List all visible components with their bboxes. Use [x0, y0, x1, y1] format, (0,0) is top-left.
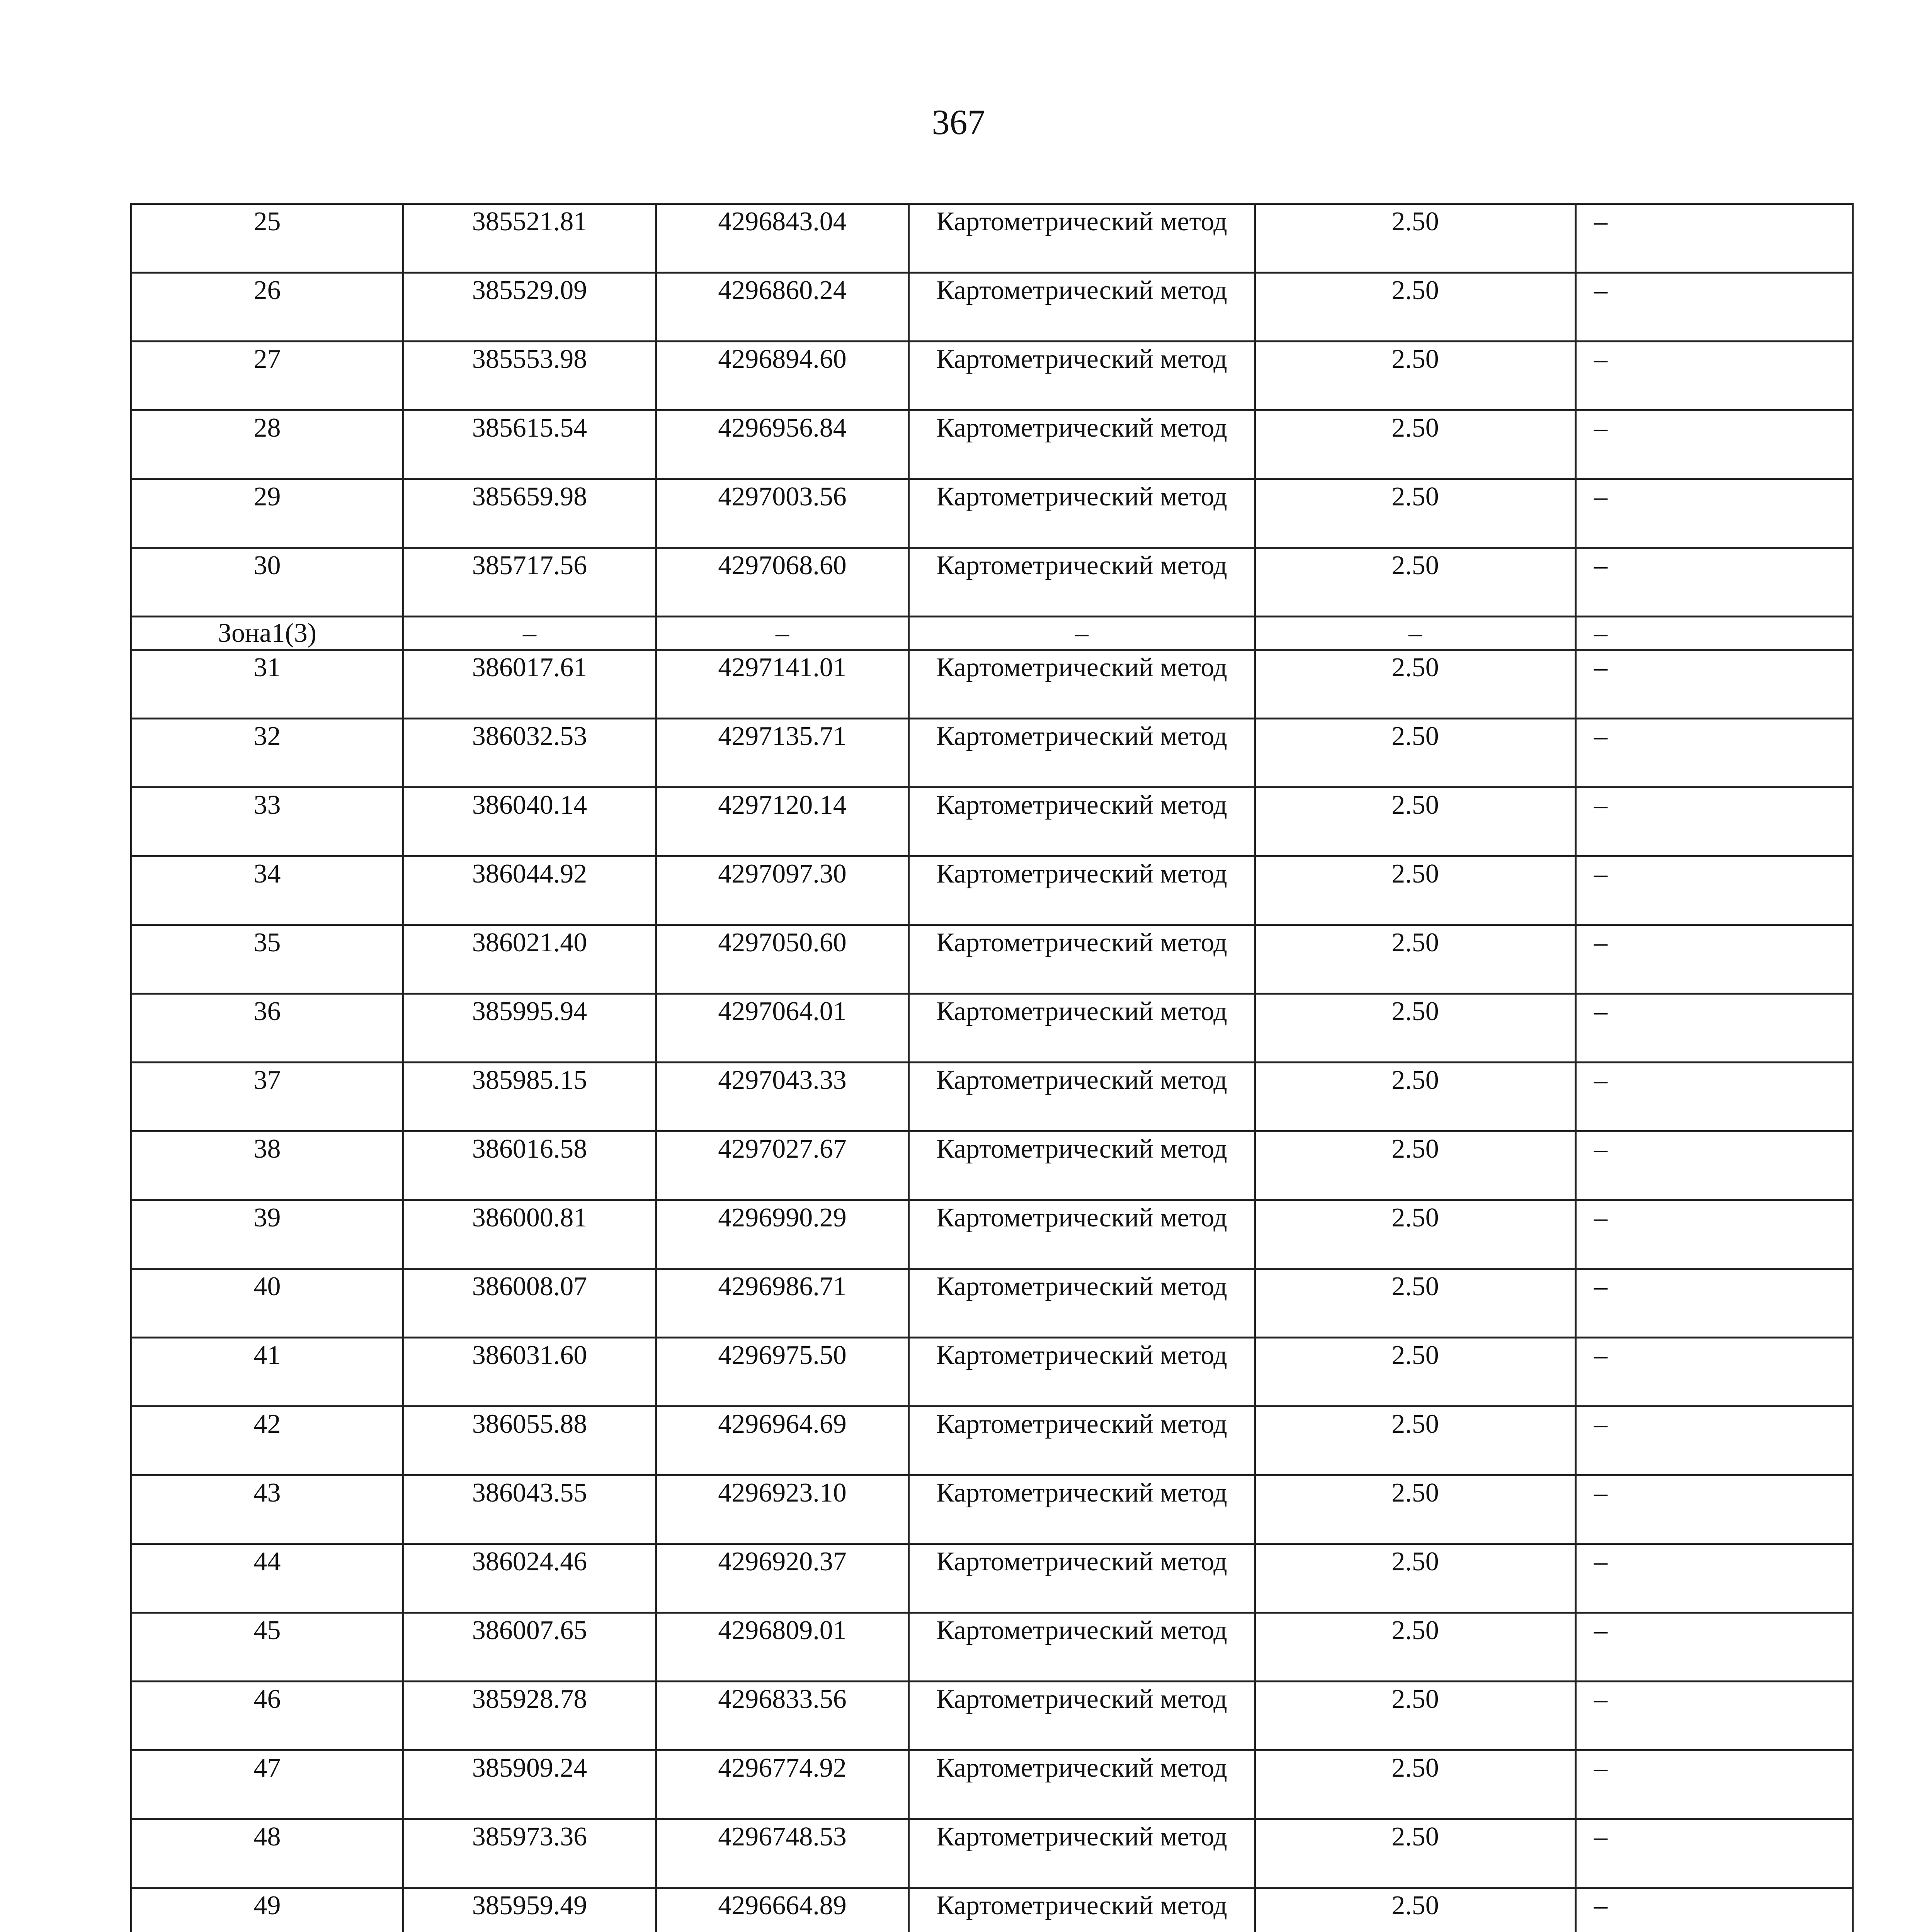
y-coordinate-cell: 4296964.69 — [656, 1406, 909, 1475]
table-row — [131, 1131, 1853, 1200]
method-cell: Картометрический метод — [909, 342, 1255, 410]
accuracy-cell: 2.50 — [1255, 479, 1576, 548]
method-cell: Картометрический метод — [909, 787, 1255, 856]
point-number-cell: 29 — [131, 479, 403, 548]
y-coordinate-cell: 4297043.33 — [656, 1063, 909, 1131]
table-row — [131, 650, 1853, 719]
point-number-cell: 25 — [131, 204, 403, 273]
x-coordinate-cell: 386016.58 — [403, 1131, 656, 1200]
y-coordinate-cell: 4297141.01 — [656, 650, 909, 719]
point-number-cell: 39 — [131, 1200, 403, 1269]
method-cell: Картометрический метод — [909, 1819, 1255, 1888]
table-row — [131, 548, 1853, 617]
point-number-cell: 48 — [131, 1819, 403, 1888]
point-number-cell: 38 — [131, 1131, 403, 1200]
point-number-cell: 41 — [131, 1338, 403, 1406]
table-row — [131, 925, 1853, 994]
note-cell: – — [1576, 787, 1853, 856]
accuracy-cell: 2.50 — [1255, 650, 1576, 719]
point-number-cell: 27 — [131, 342, 403, 410]
x-coordinate-cell: 386017.61 — [403, 650, 656, 719]
y-coordinate-cell: 4296975.50 — [656, 1338, 909, 1406]
table-row — [131, 479, 1853, 548]
table-row — [131, 1750, 1853, 1819]
note-cell: – — [1576, 1750, 1853, 1819]
x-coordinate-cell: 385659.98 — [403, 479, 656, 548]
note-cell: – — [1576, 994, 1853, 1063]
accuracy-cell: 2.50 — [1255, 787, 1576, 856]
accuracy-cell: 2.50 — [1255, 856, 1576, 925]
y-coordinate-cell: 4296894.60 — [656, 342, 909, 410]
y-coordinate-cell: 4296860.24 — [656, 273, 909, 342]
x-coordinate-cell: 385959.49 — [403, 1888, 656, 1932]
accuracy-cell: 2.50 — [1255, 1613, 1576, 1682]
note-cell: – — [1576, 1475, 1853, 1544]
y-coordinate-cell: 4296664.89 — [656, 1888, 909, 1932]
method-cell: Картометрический метод — [909, 548, 1255, 617]
point-number-cell: 45 — [131, 1613, 403, 1682]
note-cell: – — [1576, 925, 1853, 994]
note-cell: – — [1576, 1682, 1853, 1750]
x-coordinate-cell: 386043.55 — [403, 1475, 656, 1544]
point-number-cell: 46 — [131, 1682, 403, 1750]
note-cell: – — [1576, 856, 1853, 925]
note-cell: – — [1576, 1819, 1853, 1888]
x-coordinate-cell: 385995.94 — [403, 994, 656, 1063]
y-coordinate-cell: 4296833.56 — [656, 1682, 909, 1750]
method-cell: Картометрический метод — [909, 994, 1255, 1063]
table-row — [131, 787, 1853, 856]
x-coordinate-cell: 386040.14 — [403, 787, 656, 856]
note-cell: – — [1576, 1200, 1853, 1269]
point-number-cell: 36 — [131, 994, 403, 1063]
table-row — [131, 1406, 1853, 1475]
y-coordinate-cell: 4296774.92 — [656, 1750, 909, 1819]
accuracy-cell: 2.50 — [1255, 273, 1576, 342]
note-cell: – — [1576, 479, 1853, 548]
point-number-cell: 31 — [131, 650, 403, 719]
table-row — [131, 1475, 1853, 1544]
point-number-cell: 40 — [131, 1269, 403, 1338]
point-number-cell: 44 — [131, 1544, 403, 1613]
x-coordinate-cell: 386008.07 — [403, 1269, 656, 1338]
y-coordinate-cell: 4296748.53 — [656, 1819, 909, 1888]
note-cell: – — [1576, 1338, 1853, 1406]
y-coordinate-cell: 4296986.71 — [656, 1269, 909, 1338]
accuracy-cell: 2.50 — [1255, 1269, 1576, 1338]
y-coordinate-cell: 4297135.71 — [656, 719, 909, 787]
point-number-cell: 32 — [131, 719, 403, 787]
table-row — [131, 856, 1853, 925]
x-coordinate-cell: 386031.60 — [403, 1338, 656, 1406]
accuracy-cell: 2.50 — [1255, 410, 1576, 479]
table-row — [131, 1269, 1853, 1338]
coordinates-table-body — [131, 204, 1853, 1932]
accuracy-cell: – — [1255, 617, 1576, 650]
point-number-cell: 35 — [131, 925, 403, 994]
note-cell: – — [1576, 410, 1853, 479]
y-coordinate-cell: 4297120.14 — [656, 787, 909, 856]
table-row — [131, 1888, 1853, 1932]
x-coordinate-cell: 386044.92 — [403, 856, 656, 925]
x-coordinate-cell: 386000.81 — [403, 1200, 656, 1269]
table-row — [131, 410, 1853, 479]
accuracy-cell: 2.50 — [1255, 925, 1576, 994]
y-coordinate-cell: 4297097.30 — [656, 856, 909, 925]
accuracy-cell: 2.50 — [1255, 1819, 1576, 1888]
point-number-cell: 43 — [131, 1475, 403, 1544]
accuracy-cell: 2.50 — [1255, 1544, 1576, 1613]
y-coordinate-cell: 4296809.01 — [656, 1613, 909, 1682]
point-number-cell: 33 — [131, 787, 403, 856]
table-row — [131, 1682, 1853, 1750]
accuracy-cell: 2.50 — [1255, 342, 1576, 410]
x-coordinate-cell: 385928.78 — [403, 1682, 656, 1750]
table-row — [131, 1819, 1853, 1888]
point-number-cell: 49 — [131, 1888, 403, 1932]
method-cell: Картометрический метод — [909, 1131, 1255, 1200]
table-row — [131, 1063, 1853, 1131]
method-cell: Картометрический метод — [909, 1613, 1255, 1682]
method-cell: Картометрический метод — [909, 650, 1255, 719]
y-coordinate-cell: 4296920.37 — [656, 1544, 909, 1613]
note-cell: – — [1576, 1063, 1853, 1131]
point-number-cell: 30 — [131, 548, 403, 617]
method-cell: Картометрический метод — [909, 1544, 1255, 1613]
note-cell: – — [1576, 1406, 1853, 1475]
x-coordinate-cell: 386007.65 — [403, 1613, 656, 1682]
table-row — [131, 994, 1853, 1063]
y-coordinate-cell: 4296923.10 — [656, 1475, 909, 1544]
y-coordinate-cell: 4296990.29 — [656, 1200, 909, 1269]
accuracy-cell: 2.50 — [1255, 1475, 1576, 1544]
point-number-cell: 28 — [131, 410, 403, 479]
note-cell: – — [1576, 1544, 1853, 1613]
method-cell: Картометрический метод — [909, 204, 1255, 273]
accuracy-cell: 2.50 — [1255, 1131, 1576, 1200]
y-coordinate-cell: 4296956.84 — [656, 410, 909, 479]
table-row — [131, 1613, 1853, 1682]
method-cell: Картометрический метод — [909, 273, 1255, 342]
x-coordinate-cell: 386032.53 — [403, 719, 656, 787]
x-coordinate-cell: 385985.15 — [403, 1063, 656, 1131]
x-coordinate-cell: 385553.98 — [403, 342, 656, 410]
accuracy-cell: 2.50 — [1255, 994, 1576, 1063]
y-coordinate-cell: 4297003.56 — [656, 479, 909, 548]
method-cell: Картометрический метод — [909, 1750, 1255, 1819]
y-coordinate-cell: 4297068.60 — [656, 548, 909, 617]
table-row — [131, 204, 1853, 273]
note-cell: – — [1576, 204, 1853, 273]
point-number-cell: 42 — [131, 1406, 403, 1475]
table-row — [131, 342, 1853, 410]
x-coordinate-cell: 385973.36 — [403, 1819, 656, 1888]
method-cell: Картометрический метод — [909, 856, 1255, 925]
method-cell: Картометрический метод — [909, 1682, 1255, 1750]
accuracy-cell: 2.50 — [1255, 1200, 1576, 1269]
method-cell: Картометрический метод — [909, 1200, 1255, 1269]
x-coordinate-cell: 385521.81 — [403, 204, 656, 273]
accuracy-cell: 2.50 — [1255, 1750, 1576, 1819]
note-cell: – — [1576, 1613, 1853, 1682]
table-row — [131, 1544, 1853, 1613]
method-cell: Картометрический метод — [909, 719, 1255, 787]
accuracy-cell: 2.50 — [1255, 1682, 1576, 1750]
x-coordinate-cell: 385717.56 — [403, 548, 656, 617]
x-coordinate-cell: – — [403, 617, 656, 650]
table-row — [131, 1338, 1853, 1406]
note-cell: – — [1576, 342, 1853, 410]
note-cell: – — [1576, 617, 1853, 650]
y-coordinate-cell: 4297050.60 — [656, 925, 909, 994]
note-cell: – — [1576, 1888, 1853, 1932]
y-coordinate-cell: 4297064.01 — [656, 994, 909, 1063]
y-coordinate-cell: 4297027.67 — [656, 1131, 909, 1200]
method-cell: Картометрический метод — [909, 925, 1255, 994]
table-row — [131, 1200, 1853, 1269]
note-cell: – — [1576, 719, 1853, 787]
x-coordinate-cell: 386024.46 — [403, 1544, 656, 1613]
method-cell: Картометрический метод — [909, 1406, 1255, 1475]
x-coordinate-cell: 385615.54 — [403, 410, 656, 479]
x-coordinate-cell: 385529.09 — [403, 273, 656, 342]
note-cell: – — [1576, 273, 1853, 342]
method-cell: – — [909, 617, 1255, 650]
accuracy-cell: 2.50 — [1255, 1406, 1576, 1475]
table-row — [131, 273, 1853, 342]
note-cell: – — [1576, 1269, 1853, 1338]
point-number-cell: 26 — [131, 273, 403, 342]
accuracy-cell: 2.50 — [1255, 1888, 1576, 1932]
coordinates-table — [130, 203, 1854, 1932]
x-coordinate-cell: 386055.88 — [403, 1406, 656, 1475]
accuracy-cell: 2.50 — [1255, 1338, 1576, 1406]
x-coordinate-cell: 386021.40 — [403, 925, 656, 994]
page-number: 367 — [932, 102, 985, 142]
point-number-cell: Зона1(3) — [131, 617, 403, 650]
method-cell: Картометрический метод — [909, 1063, 1255, 1131]
method-cell: Картометрический метод — [909, 1269, 1255, 1338]
accuracy-cell: 2.50 — [1255, 719, 1576, 787]
accuracy-cell: 2.50 — [1255, 548, 1576, 617]
y-coordinate-cell: 4296843.04 — [656, 204, 909, 273]
y-coordinate-cell: – — [656, 617, 909, 650]
point-number-cell: 34 — [131, 856, 403, 925]
method-cell: Картометрический метод — [909, 1475, 1255, 1544]
note-cell: – — [1576, 1131, 1853, 1200]
table-row — [131, 719, 1853, 787]
point-number-cell: 47 — [131, 1750, 403, 1819]
method-cell: Картометрический метод — [909, 1888, 1255, 1932]
note-cell: – — [1576, 548, 1853, 617]
method-cell: Картометрический метод — [909, 1338, 1255, 1406]
point-number-cell: 37 — [131, 1063, 403, 1131]
zone-header-row — [131, 617, 1853, 650]
accuracy-cell: 2.50 — [1255, 1063, 1576, 1131]
accuracy-cell: 2.50 — [1255, 204, 1576, 273]
method-cell: Картометрический метод — [909, 479, 1255, 548]
method-cell: Картометрический метод — [909, 410, 1255, 479]
note-cell: – — [1576, 650, 1853, 719]
x-coordinate-cell: 385909.24 — [403, 1750, 656, 1819]
